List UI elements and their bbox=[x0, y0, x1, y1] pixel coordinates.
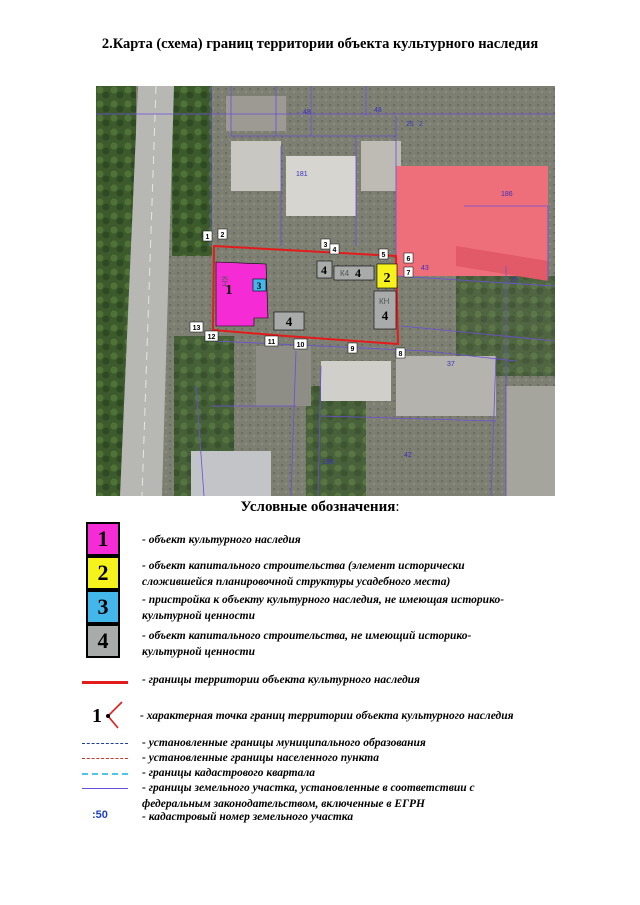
point-label: 11 bbox=[267, 339, 276, 346]
legend-title-text: Условные обозначения bbox=[240, 499, 396, 515]
legend-text: - объект капитального строительства, не имеющий историко-культурной ценности bbox=[142, 630, 472, 658]
legend-title bbox=[0, 499, 640, 516]
point-label: 8 bbox=[398, 351, 403, 358]
tree-zone bbox=[306, 386, 366, 496]
label-non-heritage-d: 4 bbox=[285, 314, 293, 329]
parcel-line-sample bbox=[82, 788, 128, 789]
cad-label: 25 bbox=[406, 121, 414, 128]
legend-text: - установленные границы населенного пункта bbox=[142, 752, 379, 764]
legend-text: - границы территории объекта культурного наследия bbox=[142, 674, 420, 686]
cad-label: 48 bbox=[303, 109, 311, 116]
point-label: 10 bbox=[296, 342, 305, 349]
point-label: 6 bbox=[406, 256, 411, 263]
building-roof bbox=[231, 141, 281, 191]
cad-label: 2 bbox=[419, 121, 423, 128]
point-label: 7 bbox=[406, 270, 411, 277]
cad-label: 48 bbox=[374, 107, 382, 114]
point-label: 13 bbox=[192, 325, 201, 332]
building-roof bbox=[191, 451, 271, 496]
tree-zone bbox=[172, 86, 212, 256]
building-roof bbox=[256, 346, 311, 406]
cad-number-sample: :50 bbox=[92, 809, 108, 821]
tag-kn: КН bbox=[379, 297, 390, 306]
heritage-object bbox=[216, 262, 268, 326]
map bbox=[96, 86, 555, 496]
cad-label: 198 bbox=[322, 459, 334, 466]
label-extension: 3 bbox=[256, 281, 262, 291]
label-non-heritage-c: 4 bbox=[381, 308, 389, 323]
label-non-heritage-a: 4 bbox=[321, 263, 327, 277]
cad-label: 186 bbox=[501, 191, 513, 198]
point-marker-icon bbox=[88, 698, 128, 732]
building-roof bbox=[361, 141, 401, 191]
swatch-heritage: 1 bbox=[86, 522, 120, 556]
legend-title-colon: : bbox=[395, 499, 400, 515]
settlement-line-sample bbox=[82, 758, 128, 759]
swatch-extension: 3 bbox=[86, 590, 120, 624]
point-label: 12 bbox=[207, 334, 216, 341]
label-non-heritage-b: 4 bbox=[355, 266, 361, 280]
building-roof bbox=[226, 96, 286, 131]
building-roof bbox=[286, 156, 356, 216]
boundary-line-sample bbox=[82, 681, 128, 684]
tag-kn: КН bbox=[220, 276, 229, 287]
building-roof bbox=[321, 361, 391, 401]
tag-k4: К4 bbox=[340, 269, 350, 278]
point-label: 2 bbox=[220, 232, 225, 239]
point-label: 9 bbox=[350, 346, 355, 353]
legend-text: - кадастровый номер земельного участка bbox=[142, 811, 354, 823]
label-heritage: 1 bbox=[225, 283, 233, 298]
cad-label: 181 bbox=[296, 171, 308, 178]
legend-text: - объект культурного наследия bbox=[142, 534, 301, 546]
cad-label: 42 bbox=[404, 452, 412, 459]
cad-label: 37 bbox=[447, 361, 455, 368]
point-label: 1 bbox=[205, 234, 210, 241]
label-capital: 2 bbox=[383, 271, 391, 286]
swatch-non-heritage: 4 bbox=[86, 624, 120, 658]
legend-text: - установленные границы муниципального образования bbox=[142, 737, 426, 749]
legend-text: - характерная точка границ территории объекта культурного наследия bbox=[140, 710, 514, 722]
legend-text: - пристройка к объекту культурного наследия, не имеющая историко-культурной ценности bbox=[142, 594, 505, 622]
legend-text: - объект капитального строительства (элемент исторически сложившейся планировочной структуры усадебного места) bbox=[142, 560, 465, 588]
swatch-capital: 2 bbox=[86, 556, 120, 590]
point-label: 5 bbox=[381, 252, 386, 259]
quarter-line-sample bbox=[82, 773, 128, 775]
point-label: 3 bbox=[323, 242, 328, 249]
building-roof bbox=[506, 386, 555, 496]
legend-text: - границы кадастрового квартала bbox=[142, 767, 315, 779]
svg-text:1: 1 bbox=[92, 705, 102, 727]
cad-label: 29 bbox=[510, 277, 518, 284]
page-title: 2.Карта (схема) границ территории объекта культурного наследия bbox=[101, 36, 539, 52]
cad-label: 43 bbox=[421, 265, 429, 272]
legend-text: - границы земельного участка, установленные в соответствии с федеральным законодательством, включенные в ЕГРН bbox=[142, 782, 475, 810]
point-label: 4 bbox=[332, 247, 337, 254]
municipal-line-sample bbox=[82, 743, 128, 744]
building-roof bbox=[396, 356, 496, 416]
